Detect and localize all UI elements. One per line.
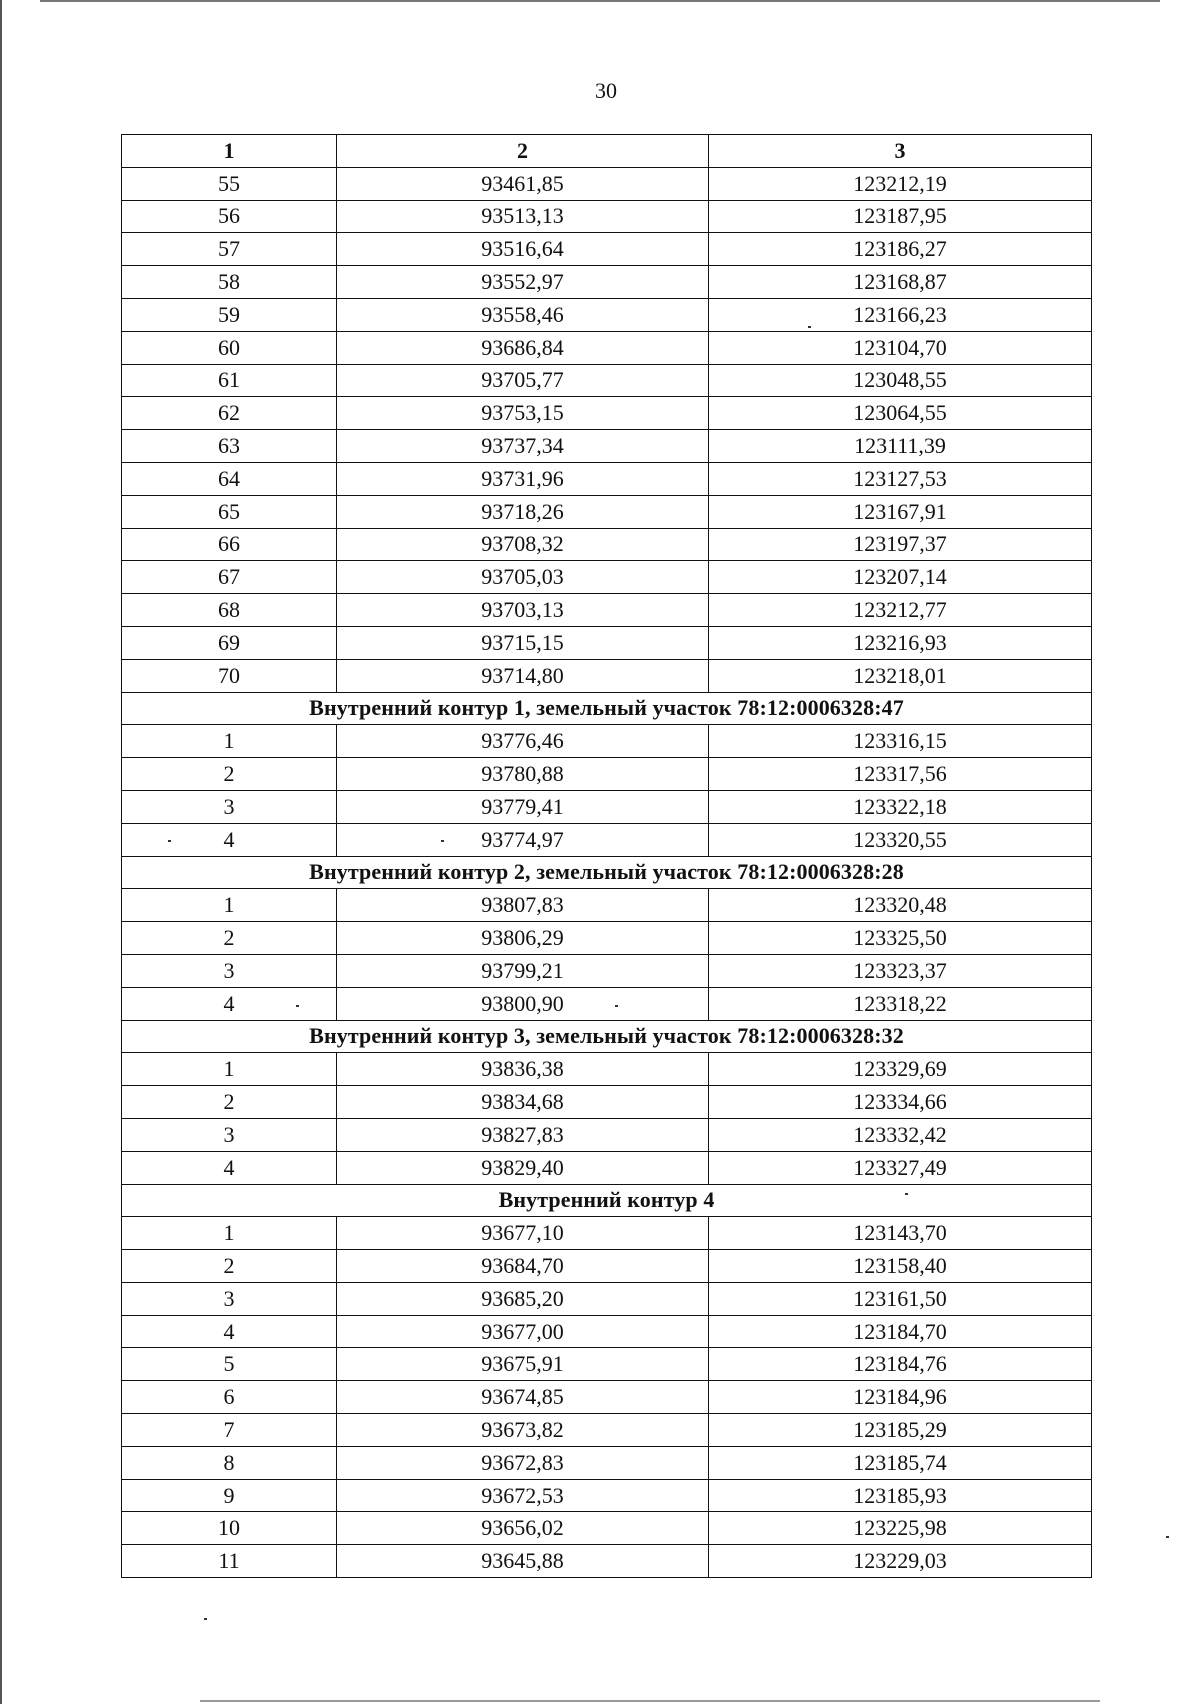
scan-speck [168,840,171,842]
y-coordinate-cell: 123332,42 [709,1118,1092,1151]
y-coordinate-cell: 123048,55 [709,364,1092,397]
point-number-cell: 6 [122,1381,337,1414]
point-number-cell: 9 [122,1479,337,1512]
section-row [122,1184,1092,1217]
y-coordinate-cell: 123229,03 [709,1545,1092,1578]
x-coordinate-cell: 93673,82 [337,1414,709,1447]
table-row [122,1217,1092,1250]
table-row [122,889,1092,922]
y-coordinate-cell: 123212,77 [709,594,1092,627]
y-coordinate-cell: 123158,40 [709,1250,1092,1283]
table-row [122,233,1092,266]
y-coordinate-cell: 123322,18 [709,790,1092,823]
point-number-cell: 58 [122,266,337,299]
table-row [122,725,1092,758]
table-row [122,954,1092,987]
page-number: 30 [595,78,617,103]
table-row [122,1381,1092,1414]
table-row [122,1348,1092,1381]
table-row [122,594,1092,627]
y-coordinate-cell: 123325,50 [709,922,1092,955]
table-row [122,1151,1092,1184]
table-body [122,167,1092,1577]
table-row [122,1545,1092,1578]
x-coordinate-cell: 93715,15 [337,626,709,659]
table-row [122,528,1092,561]
table-row [122,1414,1092,1447]
table-row [122,364,1092,397]
column-header-1: 1 [122,135,337,168]
page-edge-bottom [200,1700,1100,1702]
y-coordinate-cell: 123185,74 [709,1446,1092,1479]
x-coordinate-cell: 93807,83 [337,889,709,922]
x-coordinate-cell: 93677,00 [337,1315,709,1348]
point-number-cell: 2 [122,758,337,791]
point-number-cell: 4 [122,1151,337,1184]
x-coordinate-cell: 93836,38 [337,1053,709,1086]
table-row [122,1282,1092,1315]
y-coordinate-cell: 123184,76 [709,1348,1092,1381]
point-number-cell: 3 [122,954,337,987]
table-row [122,167,1092,200]
y-coordinate-cell: 123316,15 [709,725,1092,758]
x-coordinate-cell: 93686,84 [337,331,709,364]
x-coordinate-cell: 93513,13 [337,200,709,233]
x-coordinate-cell: 93675,91 [337,1348,709,1381]
table-row [122,790,1092,823]
y-coordinate-cell: 123184,70 [709,1315,1092,1348]
table-row [122,1118,1092,1151]
point-number-cell: 1 [122,1217,337,1250]
point-number-cell: 70 [122,659,337,692]
table-row [122,200,1092,233]
column-header-2: 2 [337,135,709,168]
y-coordinate-cell: 123318,22 [709,987,1092,1020]
point-number-cell: 7 [122,1414,337,1447]
x-coordinate-cell: 93552,97 [337,266,709,299]
scan-speck [296,1005,299,1007]
x-coordinate-cell: 93705,77 [337,364,709,397]
x-coordinate-cell: 93834,68 [337,1086,709,1119]
scan-speck [1166,1536,1169,1538]
point-number-cell: 67 [122,561,337,594]
y-coordinate-cell: 123168,87 [709,266,1092,299]
x-coordinate-cell: 93780,88 [337,758,709,791]
table-row [122,331,1092,364]
x-coordinate-cell: 93718,26 [337,495,709,528]
x-coordinate-cell: 93829,40 [337,1151,709,1184]
point-number-cell: 60 [122,331,337,364]
y-coordinate-cell: 123185,93 [709,1479,1092,1512]
y-coordinate-cell: 123187,95 [709,200,1092,233]
point-number-cell: 1 [122,889,337,922]
point-number-cell: 11 [122,1545,337,1578]
point-number-cell: 65 [122,495,337,528]
x-coordinate-cell: 93656,02 [337,1512,709,1545]
y-coordinate-cell: 123218,01 [709,659,1092,692]
y-coordinate-cell: 123161,50 [709,1282,1092,1315]
x-coordinate-cell: 93753,15 [337,397,709,430]
table-row [122,1086,1092,1119]
scan-speck [204,1618,207,1620]
y-coordinate-cell: 123207,14 [709,561,1092,594]
point-number-cell: 3 [122,790,337,823]
x-coordinate-cell: 93677,10 [337,1217,709,1250]
y-coordinate-cell: 123184,96 [709,1381,1092,1414]
scan-speck [905,1193,908,1195]
y-coordinate-cell: 123143,70 [709,1217,1092,1250]
y-coordinate-cell: 123104,70 [709,331,1092,364]
x-coordinate-cell: 93827,83 [337,1118,709,1151]
point-number-cell: 4 [122,1315,337,1348]
section-title: Внутренний контур 3, земельный участок 78:12:0006328:32 [122,1020,1092,1053]
table-row [122,987,1092,1020]
scan-speck [808,326,811,328]
x-coordinate-cell: 93685,20 [337,1282,709,1315]
point-number-cell: 10 [122,1512,337,1545]
point-number-cell: 3 [122,1282,337,1315]
table-row [122,1250,1092,1283]
section-row [122,1020,1092,1053]
section-row [122,692,1092,725]
x-coordinate-cell: 93799,21 [337,954,709,987]
table-row [122,1479,1092,1512]
point-number-cell: 4 [122,987,337,1020]
x-coordinate-cell: 93737,34 [337,430,709,463]
x-coordinate-cell: 93708,32 [337,528,709,561]
table-row [122,626,1092,659]
x-coordinate-cell: 93672,83 [337,1446,709,1479]
x-coordinate-cell: 93674,85 [337,1381,709,1414]
point-number-cell: 4 [122,823,337,856]
y-coordinate-cell: 123320,55 [709,823,1092,856]
y-coordinate-cell: 123320,48 [709,889,1092,922]
coordinates-table [121,134,1092,1578]
y-coordinate-cell: 123111,39 [709,430,1092,463]
point-number-cell: 62 [122,397,337,430]
table-row [122,430,1092,463]
header-row [122,135,1092,168]
y-coordinate-cell: 123127,53 [709,462,1092,495]
table-header [122,135,1092,168]
y-coordinate-cell: 123334,66 [709,1086,1092,1119]
y-coordinate-cell: 123225,98 [709,1512,1092,1545]
point-number-cell: 3 [122,1118,337,1151]
x-coordinate-cell: 93705,03 [337,561,709,594]
point-number-cell: 55 [122,167,337,200]
y-coordinate-cell: 123212,19 [709,167,1092,200]
page-edge-left [0,0,2,1704]
x-coordinate-cell: 93779,41 [337,790,709,823]
y-coordinate-cell: 123167,91 [709,495,1092,528]
y-coordinate-cell: 123327,49 [709,1151,1092,1184]
y-coordinate-cell: 123166,23 [709,298,1092,331]
x-coordinate-cell: 93461,85 [337,167,709,200]
table-row [122,266,1092,299]
x-coordinate-cell: 93731,96 [337,462,709,495]
x-coordinate-cell: 93672,53 [337,1479,709,1512]
x-coordinate-cell: 93645,88 [337,1545,709,1578]
table-row [122,922,1092,955]
section-title: Внутренний контур 4 [122,1184,1092,1217]
point-number-cell: 2 [122,1086,337,1119]
point-number-cell: 63 [122,430,337,463]
table-row [122,1053,1092,1086]
x-coordinate-cell: 93703,13 [337,594,709,627]
point-number-cell: 57 [122,233,337,266]
table-row [122,659,1092,692]
x-coordinate-cell: 93776,46 [337,725,709,758]
x-coordinate-cell: 93800,90 [337,987,709,1020]
y-coordinate-cell: 123323,37 [709,954,1092,987]
y-coordinate-cell: 123329,69 [709,1053,1092,1086]
x-coordinate-cell: 93684,70 [337,1250,709,1283]
scan-speck [441,840,444,842]
y-coordinate-cell: 123197,37 [709,528,1092,561]
point-number-cell: 2 [122,1250,337,1283]
section-title: Внутренний контур 2, земельный участок 78:12:0006328:28 [122,856,1092,889]
point-number-cell: 66 [122,528,337,561]
table-row [122,1512,1092,1545]
y-coordinate-cell: 123064,55 [709,397,1092,430]
point-number-cell: 61 [122,364,337,397]
point-number-cell: 8 [122,1446,337,1479]
x-coordinate-cell: 93774,97 [337,823,709,856]
table-row [122,462,1092,495]
x-coordinate-cell: 93806,29 [337,922,709,955]
x-coordinate-cell: 93714,80 [337,659,709,692]
x-coordinate-cell: 93516,64 [337,233,709,266]
table-row [122,758,1092,791]
point-number-cell: 68 [122,594,337,627]
table-row [122,495,1092,528]
point-number-cell: 56 [122,200,337,233]
scan-speck [615,1005,618,1007]
point-number-cell: 1 [122,725,337,758]
table-row [122,1315,1092,1348]
y-coordinate-cell: 123185,29 [709,1414,1092,1447]
table-row [122,561,1092,594]
point-number-cell: 59 [122,298,337,331]
table-row [122,823,1092,856]
point-number-cell: 2 [122,922,337,955]
section-row [122,856,1092,889]
page-edge-top [40,0,1160,2]
point-number-cell: 5 [122,1348,337,1381]
x-coordinate-cell: 93558,46 [337,298,709,331]
point-number-cell: 69 [122,626,337,659]
y-coordinate-cell: 123317,56 [709,758,1092,791]
y-coordinate-cell: 123216,93 [709,626,1092,659]
column-header-3: 3 [709,135,1092,168]
point-number-cell: 1 [122,1053,337,1086]
point-number-cell: 64 [122,462,337,495]
table-row [122,1446,1092,1479]
section-title: Внутренний контур 1, земельный участок 78:12:0006328:47 [122,692,1092,725]
table-row [122,397,1092,430]
y-coordinate-cell: 123186,27 [709,233,1092,266]
table-row [122,298,1092,331]
